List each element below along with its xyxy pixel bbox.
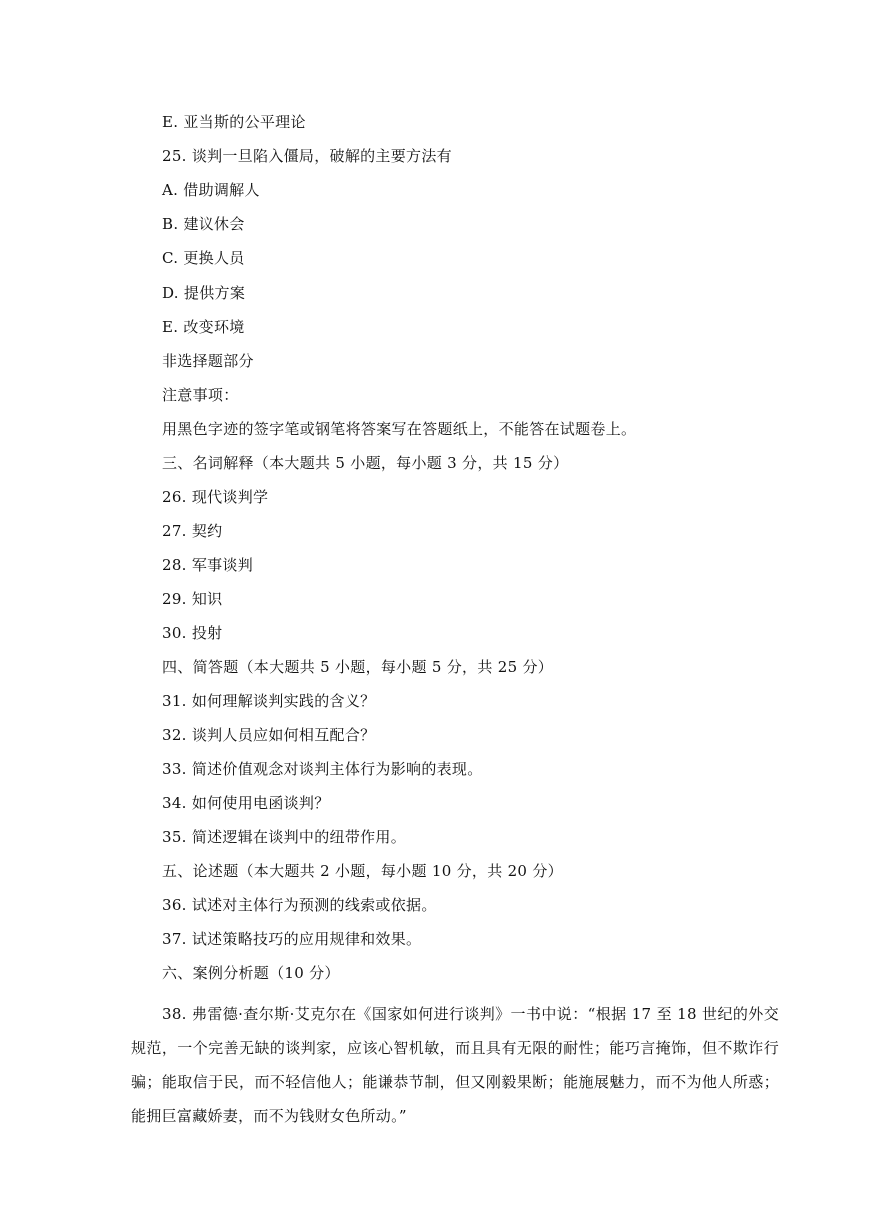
option-a: A. 借助调解人 bbox=[162, 181, 260, 199]
notice-text: 用黑色字迹的签字笔或钢笔将答案写在答题纸上，不能答在试题卷上。 bbox=[162, 420, 637, 438]
section-non-choice: 非选择题部分 bbox=[162, 352, 254, 370]
section-6-heading: 六、案例分析题（10 分） bbox=[162, 964, 340, 982]
question-34: 34. 如何使用电函谈判？ bbox=[162, 794, 330, 812]
section-3-heading: 三、名词解释（本大题共 5 小题，每小题 3 分，共 15 分） bbox=[162, 454, 569, 472]
question-25: 25. 谈判一旦陷入僵局，破解的主要方法有 bbox=[162, 147, 452, 165]
question-32: 32. 谈判人员应如何相互配合？ bbox=[162, 726, 376, 744]
question-30: 30. 投射 bbox=[162, 624, 223, 642]
option-d: D. 提供方案 bbox=[162, 284, 246, 302]
question-37: 37. 试述策略技巧的应用规律和效果。 bbox=[162, 930, 422, 948]
option-e-equity-theory: E. 亚当斯的公平理论 bbox=[162, 113, 306, 131]
question-29: 29. 知识 bbox=[162, 590, 223, 608]
option-e: E. 改变环境 bbox=[162, 318, 245, 336]
section-5-heading: 五、论述题（本大题共 2 小题，每小题 10 分，共 20 分） bbox=[162, 862, 563, 880]
question-28: 28. 军事谈判 bbox=[162, 556, 254, 574]
question-36: 36. 试述对主体行为预测的线索或依据。 bbox=[162, 896, 437, 914]
question-35: 35. 简述逻辑在谈判中的纽带作用。 bbox=[162, 828, 407, 846]
question-27: 27. 契约 bbox=[162, 522, 223, 540]
question-38-case-paragraph: 38. 弗雷德·查尔斯·艾克尔在《国家如何进行谈判》一书中说：“根据 17 至 18 世纪的外交规范，一个完善无缺的谈判家，应该心智机敏，而且具有无限的耐性；能巧言掩饰，但不欺诈行骗；能取信于民，而不轻信他人；能谦恭节制，但又刚毅果断；能施展魅力，而不为他人所惑；能拥巨富藏娇妻，而不为钱财女色所动。” bbox=[131, 1005, 779, 1125]
question-31: 31. 如何理解谈判实践的含义？ bbox=[162, 692, 376, 710]
notice-heading: 注意事项： bbox=[162, 386, 239, 404]
option-b: B. 建议休会 bbox=[162, 215, 245, 233]
question-26: 26. 现代谈判学 bbox=[162, 488, 269, 506]
section-4-heading: 四、简答题（本大题共 5 小题，每小题 5 分，共 25 分） bbox=[162, 658, 554, 676]
question-33: 33. 简述价值观念对谈判主体行为影响的表现。 bbox=[162, 760, 483, 778]
option-c: C. 更换人员 bbox=[162, 249, 245, 267]
